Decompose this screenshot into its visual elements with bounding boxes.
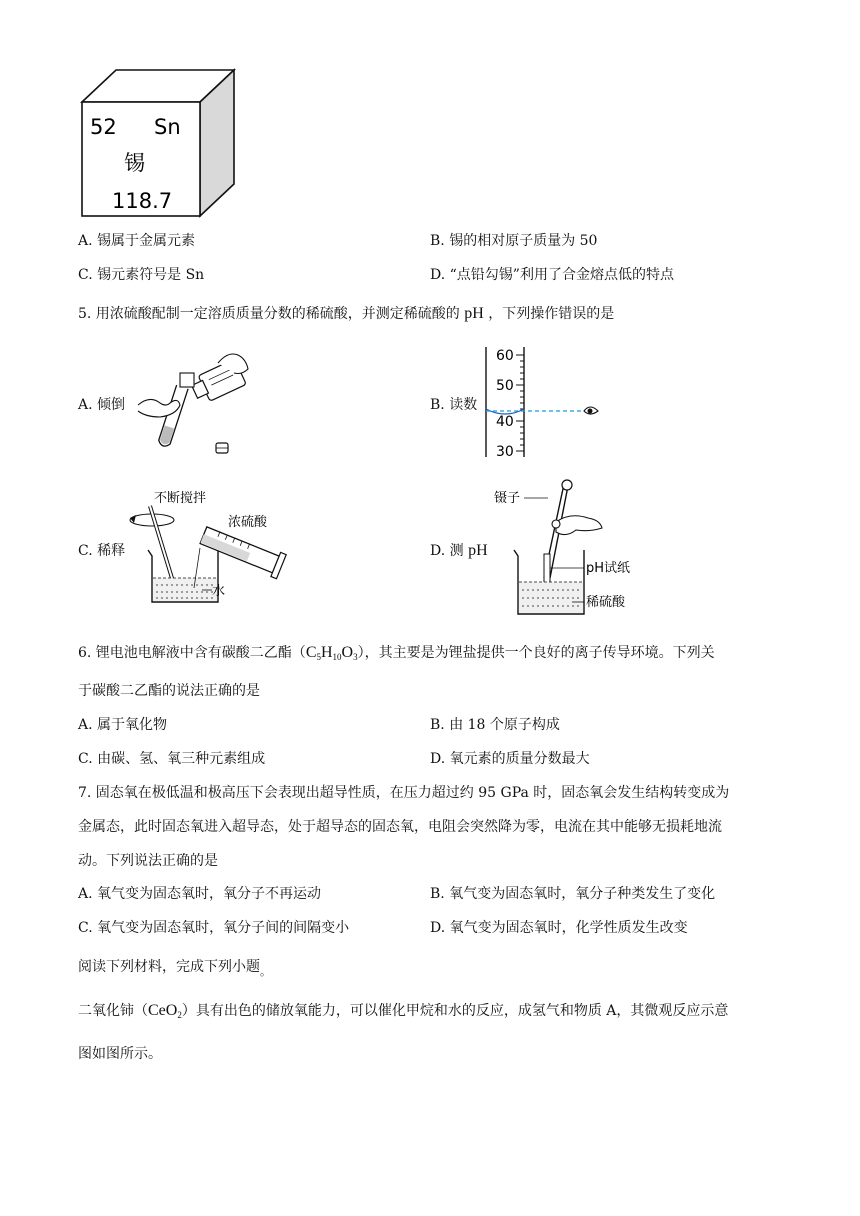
q6-stem-line2: 于碳酸二乙酯的说法正确的是: [78, 683, 260, 699]
label-stir: 不断搅拌: [154, 491, 207, 506]
q4-option-c: C. 锡元素符号是 Sn: [78, 267, 205, 283]
formula-h-n: 10: [332, 652, 342, 662]
q7-option-d: D. 氧气变为固态氧时，化学性质发生改变: [430, 920, 688, 936]
reading-intro-text: 阅读下列材料，完成下列小题: [78, 959, 260, 975]
reading-para-prefix: 二氧化铈（: [78, 1003, 148, 1019]
q7-stem-line2: 金属态，此时固态氧进入超导态，处于超导态的固态氧，电阻会突然降为零，电流在其中能够无损耗地流: [78, 819, 722, 835]
q5-option-d-prefix: D. 测: [430, 543, 464, 559]
q4-option-b: B. 锡的相对原子质量为 50: [430, 233, 598, 249]
q6-option-a: A. 属于氧化物: [78, 717, 168, 733]
q6-option-c: C. 由碳、氢、氧三种元素组成: [78, 751, 266, 767]
q7-option-c: C. 氧气变为固态氧时，氧分子间的间隔变小: [78, 920, 350, 936]
q5-option-d-ph: pH: [468, 542, 488, 559]
q4-option-d: D. “点铅勾锡”利用了合金熔点低的特点: [430, 267, 674, 283]
q5-option-d: [430, 541, 488, 561]
formula-h: H: [320, 644, 333, 661]
q5-stem-prefix: 5. 用浓硫酸配制一定溶质质量分数的稀硫酸，并测定稀硫酸的: [78, 306, 460, 322]
ceo2-sub: 2: [177, 1010, 182, 1020]
formula-o: O: [341, 644, 354, 661]
reading-intro: [78, 957, 271, 982]
q6-stem-suffix: ），其主要是为锂盐提供一个良好的离子传导环境。下列关: [357, 645, 715, 661]
q5-option-b: B. 读数: [430, 397, 478, 413]
element-name: 锡: [124, 151, 145, 175]
q7-stem-line3: 动。下列说法正确的是: [78, 853, 218, 869]
q5-option-a: A. 倾倒: [78, 397, 126, 413]
label-ph-paper: pH试纸: [586, 561, 631, 576]
formula-c-n: 5: [316, 652, 321, 662]
q5-option-c: C. 稀释: [78, 543, 126, 559]
cylinder-tick-50: 50: [496, 378, 514, 394]
q6-option-d: D. 氧元素的质量分数最大: [430, 751, 590, 767]
cylinder-tick-60: 60: [496, 348, 514, 364]
q5-stem-ph: pH: [464, 305, 484, 322]
q7-stem-line1: 7. 固态氧在极低温和极高压下会表现出超导性质，在压力超过约 95 GPa 时，固态氧会发生结构转变成为: [78, 785, 730, 801]
label-water: 水: [212, 584, 226, 599]
q7-option-b: B. 氧气变为固态氧时，氧分子种类发生了变化: [430, 886, 716, 902]
ceo2-formula: [148, 1002, 182, 1019]
q4-option-a: A. 锡属于金属元素: [78, 233, 196, 249]
element-symbol: Sn: [154, 115, 181, 139]
label-tweezers: 镊子: [494, 491, 521, 506]
label-concentrated-acid: 浓硫酸: [228, 515, 268, 530]
q5-stem: [78, 304, 614, 324]
q6-option-b: B. 由 18 个原子构成: [430, 717, 560, 733]
reading-intro-mark: 。: [260, 965, 271, 978]
element-number: 52: [90, 115, 117, 139]
dilution-illustration: [122, 488, 292, 610]
ceo2-main: CeO: [148, 1002, 178, 1019]
q6-stem-line1: [78, 643, 715, 667]
element-mass: 118.7: [112, 189, 173, 213]
cylinder-illustration: [480, 345, 600, 460]
cylinder-tick-30: 30: [496, 444, 514, 460]
label-dilute-acid: 稀硫酸: [586, 595, 626, 610]
element-card: [78, 66, 238, 222]
q6-formula: [306, 644, 358, 661]
reading-para-suffix: ）具有出色的储放氧能力，可以催化甲烷和水的反应，成氢气和物质 A，其微观反应示意: [181, 1003, 729, 1019]
formula-o-n: 3: [353, 652, 358, 662]
q5-stem-suffix: ，下列操作错误的是: [488, 306, 615, 322]
reading-para-line2: 图如图所示。: [78, 1046, 162, 1062]
formula-c: C: [305, 644, 317, 661]
pouring-illustration: [130, 345, 250, 460]
cylinder-tick-40: 40: [496, 414, 514, 430]
reading-para-line1: [78, 1001, 728, 1025]
q6-stem-prefix: 6. 锂电池电解液中含有碳酸二乙酯（: [78, 645, 306, 661]
q7-option-a: A. 氧气变为固态氧时，氧分子不再运动: [78, 886, 322, 902]
ph-test-illustration: [492, 478, 642, 618]
